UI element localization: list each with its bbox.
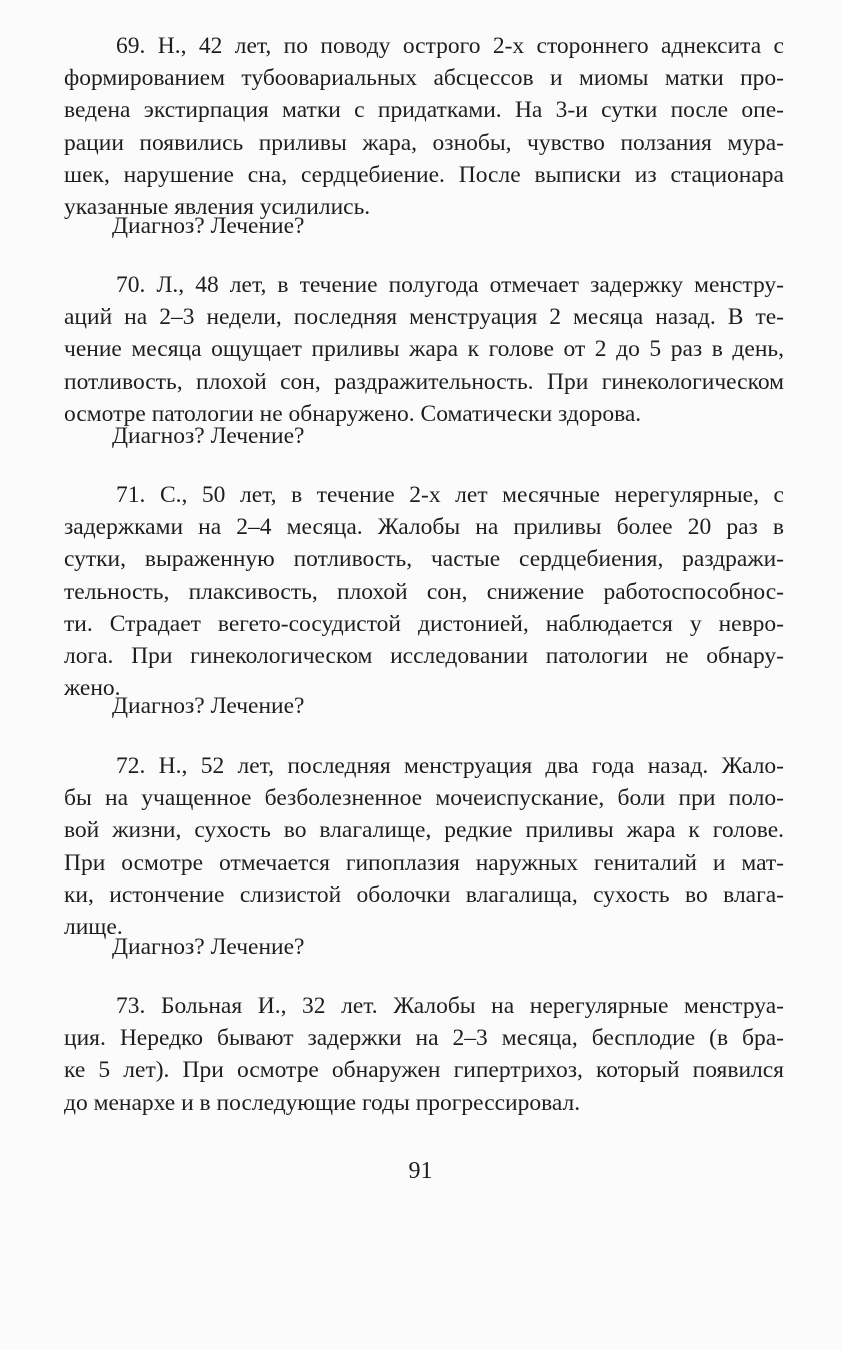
- text-line: вой жизни, сухость во влагалище, редкие приливы жара к голове.: [64, 817, 784, 844]
- case-70: [64, 269, 784, 430]
- case-69: [64, 30, 784, 223]
- text-line: ке 5 лет). При осмотре обнаружен гипертрихоз, который появился: [64, 1057, 784, 1084]
- text-line: задержками на 2–4 месяца. Жалобы на приливы более 20 раз в: [64, 514, 784, 541]
- case-question: Диагноз? Лечение?: [112, 693, 305, 719]
- text-line: 73. Больная И., 32 лет. Жалобы на нерегулярные менструа-: [116, 993, 784, 1019]
- case-question: Диагноз? Лечение?: [112, 423, 305, 449]
- text-line: формированием тубоовариальных абсцессов и миомы матки про-: [64, 65, 784, 92]
- text-line: шек, нарушение сна, сердцебиение. После выписки из стационара: [64, 161, 784, 188]
- text-line: чение месяца ощущает приливы жара к голове от 2 до 5 раз в день,: [64, 336, 784, 363]
- text-line: осмотре патологии не обнаружено. Соматически здорова.: [64, 400, 642, 427]
- text-line: ция. Нередко бывают задержки на 2–3 месяца, бесплодие (в бра-: [64, 1025, 784, 1052]
- text-line: 72. Н., 52 лет, последняя менструация два года назад. Жало-: [116, 753, 784, 779]
- case-question: Диагноз? Лечение?: [112, 934, 305, 960]
- case-71: [64, 479, 784, 704]
- text-line: ведена экстирпация матки с придатками. На 3-и сутки после опе-: [64, 97, 784, 124]
- text-line: рации появились приливы жара, ознобы, чувство ползания мура-: [64, 129, 784, 156]
- text-line: сутки, выраженную потливость, частые сердцебиения, раздражи-: [64, 546, 784, 573]
- text-line: лога. При гинекологическом исследовании патологии не обнару-: [64, 643, 784, 670]
- case-question: Диагноз? Лечение?: [112, 213, 305, 239]
- text-line: тельность, плаксивость, плохой сон, снижение работоспособнос-: [64, 578, 784, 605]
- text-line: ки, истончение слизистой оболочки влагалища, сухость во влага-: [64, 881, 784, 908]
- text-line: 70. Л., 48 лет, в течение полугода отмечает задержку менстру-: [116, 272, 784, 298]
- text-line: 69. Н., 42 лет, по поводу острого 2-х стороннего аднексита с: [116, 33, 784, 59]
- text-line: ти. Страдает вегето-сосудистой дистонией, наблюдается у невро-: [64, 610, 784, 637]
- case-73: [64, 990, 784, 1119]
- text-line: При осмотре отмечается гипоплазия наружных гениталий и мат-: [64, 849, 784, 876]
- case-72: [64, 750, 784, 943]
- page-number: 91: [408, 1158, 433, 1184]
- text-line: 71. С., 50 лет, в течение 2-х лет месячные нерегулярные, с: [116, 482, 784, 508]
- text-line: потливость, плохой сон, раздражительность. При гинекологическом: [64, 368, 784, 395]
- text-line: лище.: [64, 914, 123, 941]
- text-line: жено.: [64, 675, 121, 702]
- text-line: аций на 2–3 недели, последняя менструация 2 месяца назад. В те-: [64, 304, 784, 331]
- text-line: до менархе и в последующие годы прогрессировал.: [64, 1089, 581, 1116]
- text-line: указанные явления усилились.: [64, 194, 371, 221]
- text-line: бы на учащенное безболезненное мочеиспускание, боли при поло-: [64, 785, 784, 812]
